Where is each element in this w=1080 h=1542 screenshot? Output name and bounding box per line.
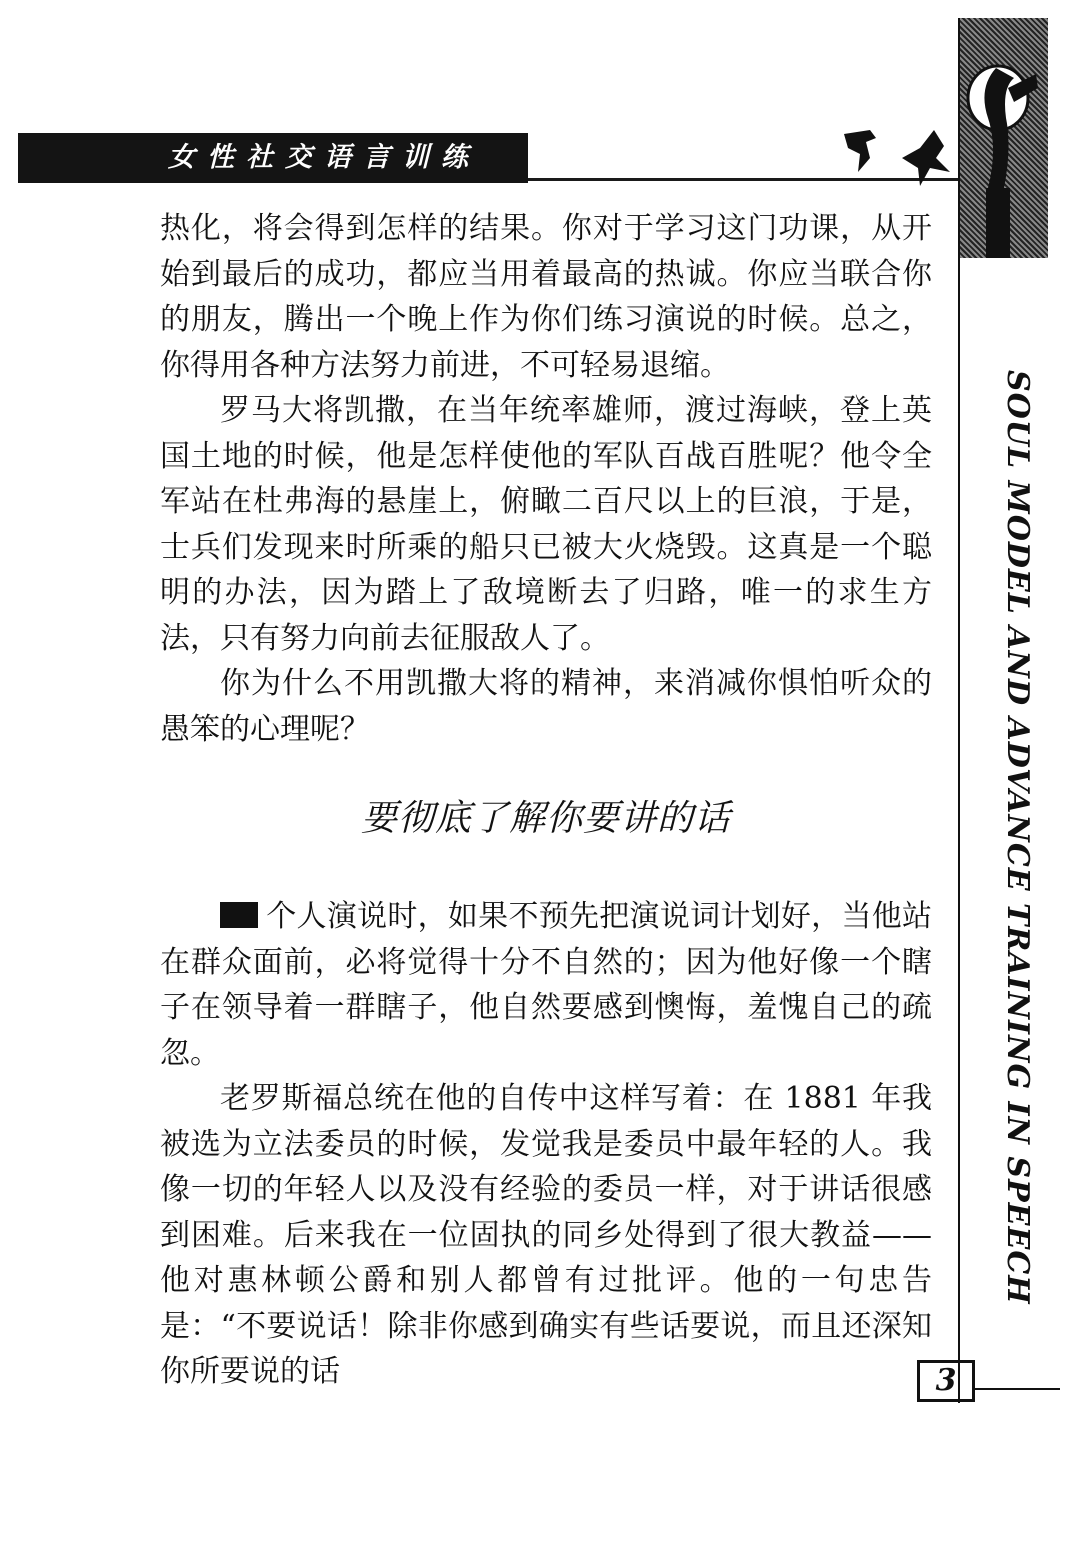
page-body	[160, 206, 932, 1395]
section-heading: 要彻底了解你要讲的话	[360, 798, 731, 839]
running-header-title: 女性社交语言训练	[168, 142, 480, 173]
margin-rule	[958, 18, 960, 1403]
paragraph: 热化，将会得到怎样的结果。你对于学习这门功课，从开始到最后的成功，都应当用着最高的热诚。你应当联合你的朋友，腾出一个晚上作为你们练习演说的时候。总之，你得用各种方法努力前进，不可轻易退缩。	[160, 211, 932, 383]
header-rule	[528, 178, 963, 181]
paragraph: 老罗斯福总统在他的自传中这样写着：在 1881 年我被选为立法委员的时候，发觉我是委员中最年轻的人。我像一切的年轻人以及没有经验的委员一样，对于讲话很感到困难。后来我在一位固执的同乡处得到了很大教益——他对惠林顿公爵和别人都曾有过批评。他的一句忠告是：“不要说话！除非你感到确实有些话要说，而且还深知你所要说的话	[160, 1081, 932, 1389]
bird-ornament-icon	[840, 128, 880, 174]
paragraph: 罗马大将凯撒，在当年统率雄师，渡过海峡，登上英国土地的时候，他是怎样使他的军队百战百胜呢？他令全军站在杜弗海的悬崖上，俯瞰二百尺以上的巨浪，于是，士兵们发现来时所乘的船只已被大火烧毁。这真是一个聪明的办法，因为踏上了敌境断去了归路，唯一的求生方法，只有努力向前去征服敌人了。	[160, 393, 932, 656]
figure-illustration-icon	[958, 18, 1048, 258]
paragraph-text: 个人演说时，如果不预先把演说词计划好，当他站在群众面前，必将觉得十分不自然的；因为他好像一个瞎子在领导着一群瞎子，他自然要感到懊悔，羞愧自己的疏忽。	[160, 899, 932, 1071]
footer-rule	[975, 1388, 1060, 1390]
drop-cap-yi	[220, 902, 258, 928]
paragraph: 你为什么不用凯撒大将的精神，来消减你惧怕听众的愚笨的心理呢？	[160, 666, 932, 747]
running-header	[18, 133, 528, 183]
side-vertical-text: SOUL MODEL AND ADVANCE TRAINING IN SPEECH	[1000, 370, 1035, 1305]
bird-ornament-icon	[900, 128, 952, 188]
page-number: 3	[917, 1360, 975, 1402]
paragraph	[160, 894, 932, 1076]
